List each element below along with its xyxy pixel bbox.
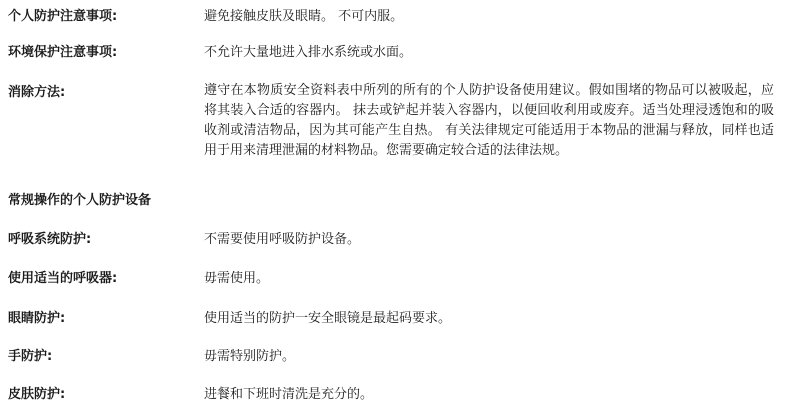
eye-protection-label: 眼睛防护: [8, 311, 66, 326]
skin-protection-value: 进餐和下班时清洗是充分的。 [204, 387, 374, 402]
hand-protection-label: 手防护: [8, 349, 53, 364]
personal-precautions-value: 避免接触皮肤及眼睛。 不可内服。 [204, 9, 404, 24]
respiratory-protection-label: 呼吸系统防护: [8, 232, 92, 247]
cleanup-methods-value: 遵守在本物质安全资料表中所列的所有的个人防护设备使用建议。假如围堵的物品可以被吸起，应将其装入合适的容器内。 抹去或铲起并装入容器内，以便回收利用或废弃。适当处理浸透饱和的吸收剂或清洁物品，因为其可能产生自热。 有关法律规定可能适用于本物品的泄漏与释放，同样也适用于用来清理泄漏的材料物品。您需要确定较合适的法律法规。 [204, 83, 774, 158]
respirator-use-value: 毋需使用。 [204, 271, 270, 286]
environmental-precautions-value: 不允许大量地进入排水系统或水面。 [204, 45, 413, 60]
environmental-precautions-label: 环境保护注意事项: [8, 45, 118, 60]
ppe-section-heading: 常规操作的个人防护设备 [8, 193, 152, 208]
respirator-use-label: 使用适当的呼吸器: [8, 271, 118, 286]
hand-protection-value: 毋需特别防护。 [204, 349, 296, 364]
eye-protection-value: 使用适当的防护一安全眼镜是最起码要求。 [204, 311, 452, 326]
personal-precautions-label: 个人防护注意事项: [8, 9, 118, 24]
skin-protection-label: 皮肤防护: [8, 387, 66, 402]
cleanup-methods-label: 消除方法: [8, 85, 66, 100]
respiratory-protection-value: 不需要使用呼吸防护设备。 [204, 232, 361, 247]
